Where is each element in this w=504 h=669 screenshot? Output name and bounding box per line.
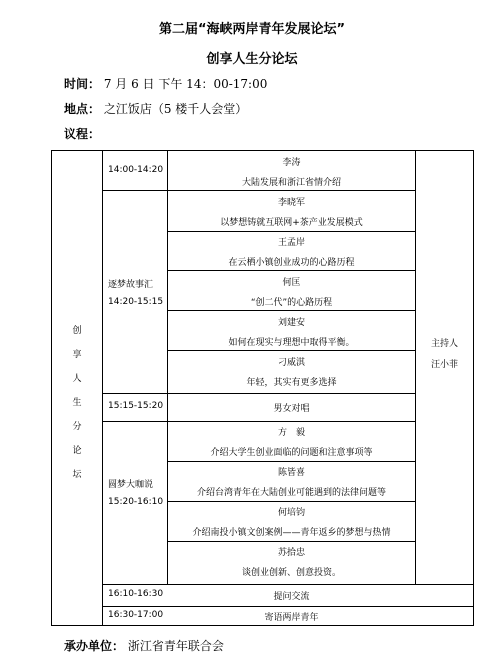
row-divider (168, 350, 415, 351)
time-cell: 14:20-15:15 (108, 297, 164, 307)
forum-char: 生 (72, 398, 82, 408)
speaker-name: 陈皆喜 (277, 468, 305, 478)
organizer-line (64, 637, 224, 654)
row-divider (168, 231, 415, 232)
page-subtitle: 创享人生分论坛 (206, 52, 298, 67)
talk-topic: “创二代”的心路历程 (250, 298, 333, 308)
talk-topic: 介绍台湾青年在大陆创业可能遇到的法律问题等 (196, 488, 386, 498)
program-item: 提问交流 (273, 592, 310, 602)
program-item: 寄语两岸青年 (264, 613, 319, 623)
time-cell: 16:30-17:00 (108, 610, 164, 620)
row-divider (168, 310, 415, 311)
row-divider (168, 461, 415, 462)
time-cell: 16:10-16:30 (108, 589, 164, 599)
talk-topic: 谈创业创新、创意投资。 (241, 568, 341, 578)
row-divider (168, 541, 415, 542)
talk-topic: 如何在现实与理想中取得平衡。 (228, 338, 355, 348)
row-divider (103, 421, 415, 422)
host-role: 主持人 (430, 339, 458, 349)
schedule-table (51, 150, 474, 626)
organizer-value: 浙江省青年联合会 (127, 639, 224, 653)
col-divider (102, 151, 103, 625)
speaker-name: 王孟岸 (277, 238, 305, 248)
talk-topic: 介绍大学生创业面临的问题和注意事项等 (210, 448, 373, 458)
talk-topic: 介绍南投小镇文创案例——青年返乡的梦想与热情 (192, 528, 391, 538)
place-value: 之江饭店（5 楼千人会堂） (103, 102, 248, 116)
place-label: 地点： (64, 102, 101, 116)
speaker-name: 方 毅 (277, 428, 305, 438)
section-label: 逐梦故事汇 (108, 280, 154, 290)
forum-char: 分 (72, 422, 82, 432)
speaker-name: 何培钧 (277, 508, 305, 518)
talk-topic: 在云栖小镇创业成功的心路历程 (228, 258, 355, 268)
place-line (64, 100, 247, 117)
talk-topic: 大陆发展和浙江省情介绍 (241, 178, 341, 188)
time-cell: 15:20-16:10 (108, 497, 164, 507)
time-value: 7 月 6 日 下午 14：00-17:00 (103, 77, 268, 91)
forum-char: 坛 (72, 470, 82, 480)
talk-topic: 以梦想铸就互联网+茶产业发展模式 (220, 218, 363, 228)
speaker-name: 刁威淇 (277, 358, 305, 368)
section-label: 圆梦大咖说 (108, 480, 154, 490)
forum-char: 人 (72, 374, 82, 384)
speaker-name: 李晓军 (277, 198, 305, 208)
time-cell: 14:00-14:20 (108, 165, 164, 175)
row-divider (168, 501, 415, 502)
forum-char: 论 (72, 446, 82, 456)
speaker-name: 何匡 (282, 278, 301, 288)
row-divider (103, 606, 473, 607)
talk-topic: 年轻，其实有更多选择 (246, 378, 337, 388)
time-line (64, 75, 267, 92)
program-item: 男女对唱 (273, 404, 310, 414)
host-name: 汪小菲 (430, 360, 458, 370)
forum-char: 享 (72, 350, 82, 360)
row-divider (168, 270, 415, 271)
speaker-name: 李涛 (282, 158, 301, 168)
organizer-label: 承办单位： (64, 639, 125, 653)
time-cell: 15:15-15:20 (108, 401, 164, 411)
agenda-line (64, 125, 100, 142)
row-divider (103, 393, 415, 394)
time-label: 时间： (64, 77, 101, 91)
row-divider (103, 190, 415, 191)
page-title: 第二届“海峡两岸青年发展论坛” (158, 22, 346, 37)
row-divider (103, 584, 473, 585)
agenda-label: 议程： (64, 127, 101, 141)
forum-vertical-title (52, 319, 102, 487)
forum-char: 创 (72, 326, 82, 336)
speaker-name: 刘建安 (277, 318, 305, 328)
speaker-name: 苏拾忠 (277, 548, 305, 558)
